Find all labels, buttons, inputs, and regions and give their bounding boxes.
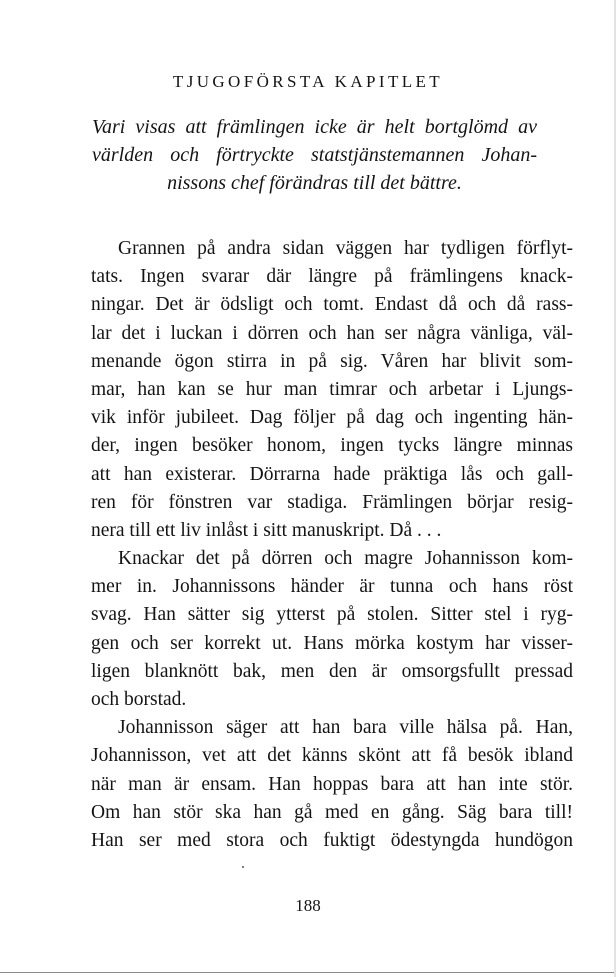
page-bottom-edge	[0, 972, 616, 973]
text-line: Grannen på andra sidan väggen har tydligen förflyt-	[118, 238, 573, 259]
summary-line: nissons chef förändras till det bättre.	[167, 172, 462, 194]
text-line: vik inför jubileet. Dag följer på dag och ingenting hän-	[91, 407, 573, 429]
text-line: mer in. Johannissons händer är tunna och hans röst	[91, 576, 573, 598]
text-line: Han ser med stora och fuktigt ödestyngda hundögon	[91, 829, 573, 851]
text-line: der, ingen besöker honom, ingen tycks längre minnas	[91, 435, 573, 457]
text-line: gen och ser korrekt ut. Hans mörka kostym har visser-	[91, 632, 573, 654]
text-line: tats. Ingen svarar där längre på främlingens knack-	[91, 266, 573, 288]
text-line: svag. Han sätter sig ytterst på stolen. Sitter stel i ryg-	[91, 604, 573, 626]
text-line: mar, han kan se hur man timrar och arbetar i Ljungs-	[91, 378, 573, 400]
text-line: menande ögon stirra in på sig. Våren har blivit som-	[91, 350, 573, 372]
page-number: 188	[295, 896, 321, 915]
text-line: Knackar det på dörren och magre Johannisson kom-	[118, 548, 573, 570]
text-line: när man är ensam. Han hoppas bara att han inte stör.	[91, 773, 573, 795]
ink-speck	[242, 866, 244, 868]
text-line: Om han stör ska han gå med en gång. Säg bara till!	[91, 801, 573, 823]
body-text	[91, 235, 573, 855]
text-line: att han existerar. Dörrarna hade präktiga lås och gall-	[91, 463, 573, 485]
text-line: och borstad.	[91, 689, 187, 710]
summary-line: världen och förtryckte statstjänstemannen Johan-	[92, 144, 537, 166]
text-line: Johannisson säger att han bara ville hälsa på. Han,	[118, 717, 573, 739]
text-line: lar det i luckan i dörren och han ser några vänliga, väl-	[91, 322, 573, 344]
text-line: ningar. Det är ödsligt och tomt. Endast då och då rass-	[91, 294, 573, 316]
text-line: Johannisson, vet att det känns skönt att få besök ibland	[91, 745, 573, 767]
text-line: ren för fönstren var stadiga. Främlingen börjar resig-	[91, 491, 573, 513]
text-line: nera till ett liv inlåst i sitt manuskript. Då . . .	[91, 519, 442, 541]
chapter-summary	[92, 113, 537, 197]
summary-line: Vari visas att främlingen icke är helt bortglömd av	[92, 116, 537, 138]
text-line: ligen blanknött bak, men den är omsorgsfullt pressad	[91, 660, 573, 682]
chapter-title: TJUGOFÖRSTA KAPITLET	[172, 72, 444, 91]
